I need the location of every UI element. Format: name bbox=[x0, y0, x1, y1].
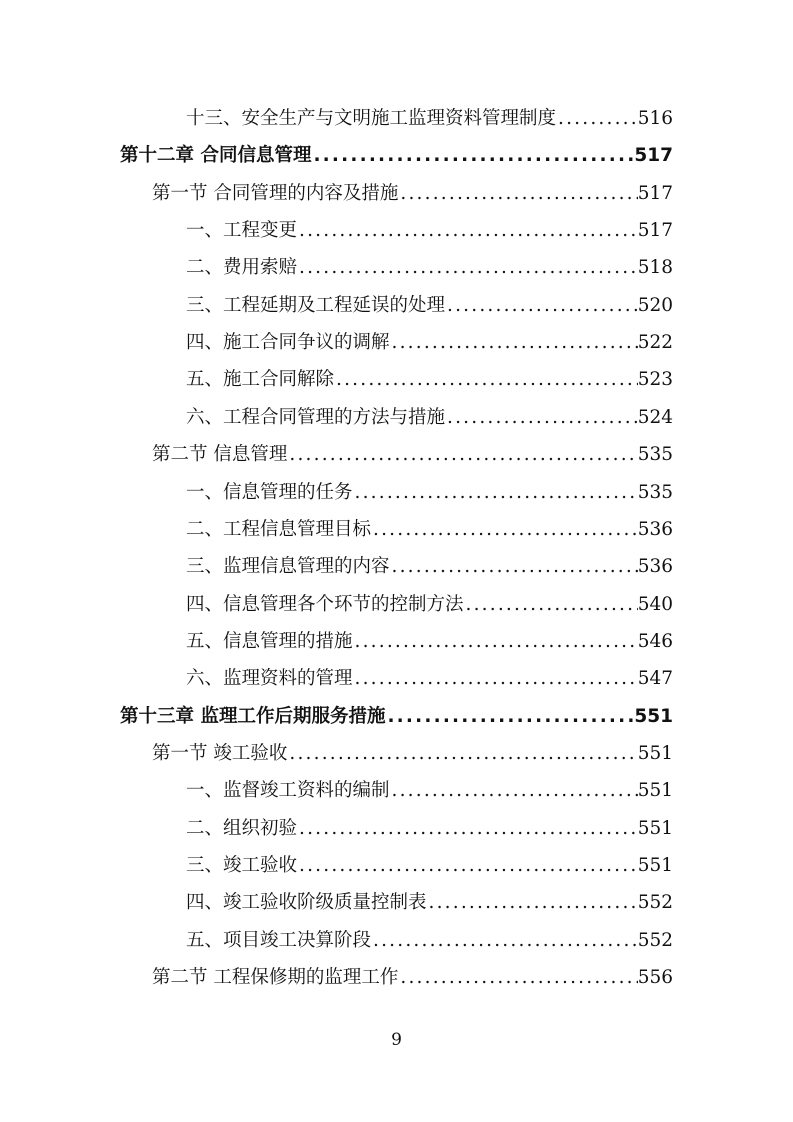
toc-leader-dots bbox=[297, 212, 638, 249]
toc-entry-title: 四、施工合同争议的调解 bbox=[186, 332, 390, 354]
toc-entry[interactable] bbox=[152, 436, 673, 473]
toc-entry-page: 552 bbox=[637, 892, 673, 914]
toc-entry-page: 516 bbox=[637, 108, 673, 129]
toc-leader-dots bbox=[390, 324, 638, 361]
toc-entry-title: 五、施工合同解除 bbox=[186, 369, 335, 391]
toc-entry-page: 536 bbox=[637, 518, 673, 540]
toc-entry[interactable] bbox=[186, 847, 673, 884]
toc-entry-title: 四、信息管理各个环节的控制方法 bbox=[186, 593, 464, 615]
page-number: 9 bbox=[391, 1030, 402, 1050]
toc-leader-dots bbox=[287, 436, 637, 473]
toc-leader-dots bbox=[427, 884, 638, 921]
toc-leader-dots bbox=[371, 922, 638, 959]
toc-entry-title: 六、监理资料的管理 bbox=[186, 668, 353, 690]
toc-entry[interactable] bbox=[186, 212, 673, 249]
toc-entry[interactable] bbox=[186, 361, 673, 398]
toc-entry[interactable] bbox=[186, 548, 673, 585]
toc-entry-title: 二、费用索赔 bbox=[186, 257, 298, 279]
toc-entry-page: 551 bbox=[637, 742, 673, 764]
toc-entry-title: 一、监督竣工资料的编制 bbox=[186, 780, 390, 802]
toc-entry[interactable] bbox=[186, 287, 673, 324]
toc-leader-dots bbox=[390, 548, 638, 585]
toc-entry-page: 536 bbox=[637, 556, 673, 578]
toc-entry-title: 第一节 合同管理的内容及措施 bbox=[152, 182, 399, 204]
toc-entry-title: 二、组织初验 bbox=[186, 817, 298, 839]
toc-entry-title: 第十三章 监理工作后期服务措施 bbox=[120, 705, 386, 727]
toc-entry-page: 535 bbox=[637, 444, 673, 466]
toc-entry[interactable] bbox=[152, 175, 673, 212]
toc-leader-dots bbox=[556, 100, 638, 137]
toc-entry[interactable] bbox=[186, 922, 673, 959]
toc-leader-dots bbox=[445, 287, 638, 324]
toc-entry[interactable] bbox=[186, 884, 673, 921]
toc-entry[interactable] bbox=[186, 399, 673, 436]
toc-entry-title: 二、工程信息管理目标 bbox=[186, 518, 372, 540]
toc-entry[interactable] bbox=[186, 660, 673, 697]
toc-leader-dots bbox=[311, 137, 634, 174]
toc-entry-page: 552 bbox=[637, 929, 673, 951]
toc-leader-dots bbox=[445, 399, 638, 436]
toc-entry[interactable] bbox=[120, 698, 673, 735]
toc-entry-page: 522 bbox=[637, 332, 673, 354]
toc-entry-page: 517 bbox=[637, 220, 673, 242]
toc-entry-page: 556 bbox=[637, 967, 673, 989]
toc-entry-page: 551 bbox=[637, 817, 673, 839]
toc-entry-title: 第一节 竣工验收 bbox=[152, 742, 288, 764]
toc-leader-dots bbox=[398, 175, 637, 212]
toc-entry-page: 551 bbox=[637, 780, 673, 802]
toc-leader-dots bbox=[385, 698, 634, 735]
toc-entry-page: 523 bbox=[637, 369, 673, 391]
toc-entry-page: 518 bbox=[637, 257, 673, 279]
toc-entry-title: 第十二章 合同信息管理 bbox=[120, 145, 312, 167]
toc-leader-dots bbox=[297, 810, 638, 847]
toc-entry-page: 517 bbox=[637, 182, 673, 204]
toc-leader-dots bbox=[297, 847, 638, 884]
toc-leader-dots bbox=[353, 660, 638, 697]
toc-leader-dots bbox=[371, 511, 638, 548]
toc-entry-title: 第二节 工程保修期的监理工作 bbox=[152, 967, 399, 989]
toc-entry-title: 一、信息管理的任务 bbox=[186, 481, 353, 503]
toc-entry[interactable] bbox=[152, 959, 673, 996]
toc-entry-page: 551 bbox=[637, 855, 673, 876]
toc-entry-title: 四、竣工验收阶级质量控制表 bbox=[186, 892, 427, 914]
toc-leader-dots bbox=[297, 249, 638, 286]
toc-entry-page: 546 bbox=[637, 630, 673, 652]
toc-entry-page: 547 bbox=[637, 668, 673, 690]
toc-entry[interactable] bbox=[186, 623, 673, 660]
toc-entry-page: 520 bbox=[637, 294, 673, 316]
toc-entry[interactable] bbox=[186, 249, 673, 286]
toc-entry[interactable] bbox=[186, 100, 673, 137]
toc-entry[interactable] bbox=[186, 772, 673, 809]
toc-entry[interactable] bbox=[152, 735, 673, 772]
toc-entry-page: 535 bbox=[637, 481, 673, 503]
toc-entry-title: 一、工程变更 bbox=[186, 220, 298, 242]
toc-leader-dots bbox=[287, 735, 637, 772]
toc-entry-page: 524 bbox=[637, 406, 673, 428]
toc-entry[interactable] bbox=[186, 511, 673, 548]
toc-entry[interactable] bbox=[186, 586, 673, 623]
toc-entry-title: 六、工程合同管理的方法与措施 bbox=[186, 406, 446, 428]
toc-entry[interactable] bbox=[186, 810, 673, 847]
toc-leader-dots bbox=[398, 959, 637, 996]
toc-entry[interactable] bbox=[186, 324, 673, 361]
toc-entry-page: 540 bbox=[637, 593, 673, 615]
toc-entry-page: 551 bbox=[634, 705, 673, 727]
toc-entry-page: 517 bbox=[634, 145, 673, 167]
toc-entry-title: 第二节 信息管理 bbox=[152, 444, 288, 466]
toc-entry-title: 三、工程延期及工程延误的处理 bbox=[186, 294, 446, 316]
toc-entry-title: 三、监理信息管理的内容 bbox=[186, 556, 390, 578]
toc-entry[interactable] bbox=[120, 137, 673, 174]
toc-entry-title: 五、项目竣工决算阶段 bbox=[186, 929, 372, 951]
toc-entry-title: 三、竣工验收 bbox=[186, 855, 298, 876]
toc-entry[interactable] bbox=[186, 474, 673, 511]
toc-leader-dots bbox=[353, 623, 638, 660]
toc-leader-dots bbox=[464, 586, 638, 623]
toc-leader-dots bbox=[390, 772, 638, 809]
toc-leader-dots bbox=[353, 474, 638, 511]
toc-entry-title: 五、信息管理的措施 bbox=[186, 630, 353, 652]
toc-leader-dots bbox=[334, 361, 638, 398]
toc-entry-title: 十三、安全生产与文明施工监理资料管理制度 bbox=[186, 108, 557, 129]
